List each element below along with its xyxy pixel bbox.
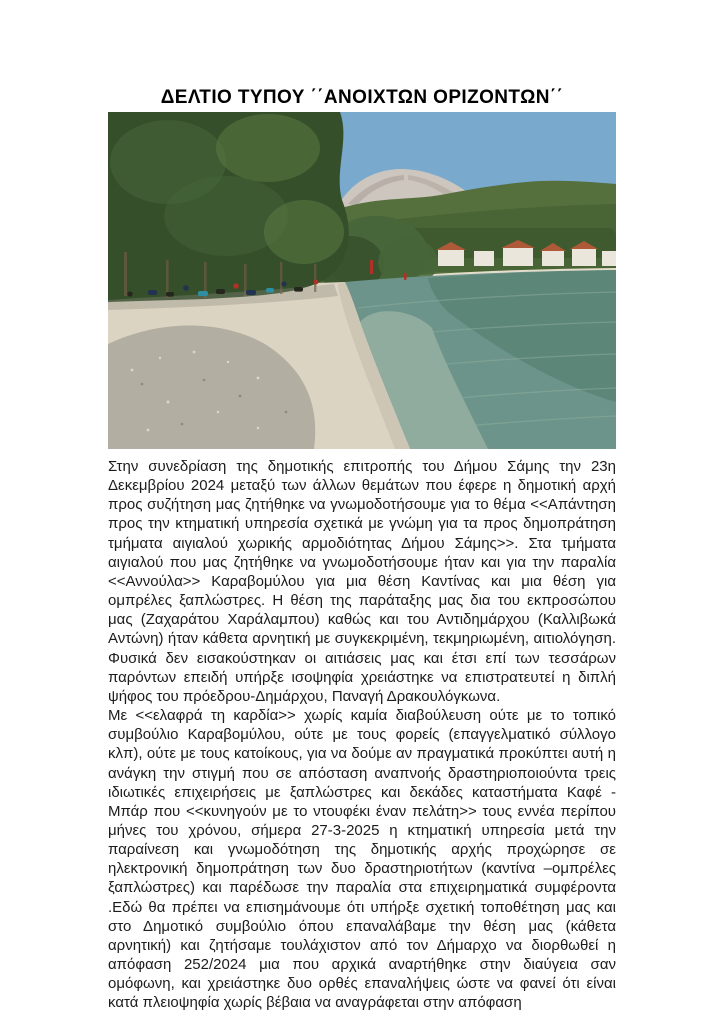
figure xyxy=(314,280,319,285)
figure xyxy=(281,281,286,286)
trunk xyxy=(124,252,127,296)
house xyxy=(572,248,596,266)
beach-gear xyxy=(216,289,225,294)
house xyxy=(503,247,533,266)
pebble xyxy=(141,383,144,386)
beach-gear xyxy=(266,288,274,293)
beach-photo-illustration xyxy=(108,112,616,449)
pebble xyxy=(239,395,242,398)
pebble xyxy=(147,429,150,432)
pebble xyxy=(285,411,288,414)
press-release-body xyxy=(108,457,616,1013)
beach-photo xyxy=(108,112,616,449)
canopy-highlight xyxy=(216,114,320,182)
beach-gear xyxy=(198,291,208,296)
pebble xyxy=(181,423,184,426)
figure xyxy=(233,283,239,289)
house xyxy=(542,250,564,266)
pebble xyxy=(217,411,220,414)
house xyxy=(474,251,494,266)
beach-gear xyxy=(294,287,303,292)
pebble xyxy=(257,427,260,430)
canopy-highlight xyxy=(264,200,344,264)
pebble xyxy=(257,377,260,380)
pebble xyxy=(227,361,229,363)
flag-post xyxy=(370,260,373,274)
pebble xyxy=(159,357,161,359)
house xyxy=(438,249,464,266)
figure xyxy=(127,291,132,296)
pebble xyxy=(203,379,206,382)
beach-gear xyxy=(148,290,157,295)
figure xyxy=(183,285,189,291)
paragraph-1: Στην συνεδρίαση της δημοτικής επιτροπής του Δήμου Σάμης την 23η Δεκεμβρίου 2024 μεταξύ των άλλων θεμάτων που έφερε η δημοτική αρχή προς συζήτηση μας ζητήθηκε να γνωμοδοτήσουμε για το θέμα <<Απάντηση προς την κτηματική υπηρεσία σχετικά με γνώμη για τα προς δημοπράτηση τμήματα αιγιαλού χωρικής αρμοδιότητας Δήμου Σάμης>>. Στα τμήματα αιγιαλού που μας ζητήθηκε να γνωμοδοτήσουμε ήταν και για την παραλία <<Αννούλα>> Καραβομύλου για μια θέση Καντίνας και μια θέση για ομπρέλες ξαπλώστρες. Η θέση της παράταξης μας δια του εκπροσώπου μας (Ζαχαράτου Χαράλαμπου) καθώς και του Αντιδημάρχου (Καλλιβωκά Αντώνη) ήταν κάθετα αρνητική με συγκεκριμένη, τεκμηριωμένη, αιτιολόγηση. Φυσικά δεν εισακούστηκαν οι αιτιάσεις μας και έτσι επί των τεσσάρων παρόντων επειδή υπήρξε ισοψηφία χρειάστηκε να επιστρατευτεί η διπλή ψήφος του πρόεδρου-Δημάρχου, Παναγή Δρακουλόγκωνα. xyxy=(108,458,616,705)
pebble xyxy=(193,351,196,354)
pebble xyxy=(167,401,170,404)
paragraph-2: Με <<ελαφρά τη καρδία>> χωρίς καμία διαβούλευση ούτε με το τοπικό συμβούλιο Καραβομύλου, ούτε με τους φορείς (επαγγελματικό σύλλογο κλπ), ούτε με τους κατοίκους, για να δούμε αν πραγματικά προκύπτει αυτή η ανάγκη την στιγμή που σε απόσταση αναπνοής δραστηριοποιούντα τρεις ιδιωτικές επιχειρήσεις με ξαπλώστρες και δεκάδες καταστήματα Καφέ - Μπάρ που <<κυνηγούν με το ντουφέκι έναν πελάτη>> τους εννέα περίπου μήνες του χρόνου, σήμερα 27-3-2025 η κτηματική υπηρεσία μετά την παραίνεση και γνωμοδότηση της δημοτικής αρχής προχώρησε σε ηλεκτρονική δημοπράτηση των δυο δραστηριοτήτων (καντίνα –ομπρέλες ξαπλώστρες) και παρέδωσε την παραλία στα επιχειρηματικά συμφέροντα .Εδώ θα πρέπει να επισημάνουμε ότι υπήρξε σχετική τοποθέτηση μας και στο Δημοτικό συμβούλιο όπου επαναλάβαμε την θέση μας (κάθετα αρνητική) και ζητήσαμε τουλάχιστον από τον Δήμαρχο να διορθωθεί η απόφαση 252/2024 μια που αρχικά αναρτήθηκε στην διαύγεια σαν ομόφωνη, και χρειάστηκε δυο ορθές επαναλήψεις ώστε να φανεί ότι είναι κατά πλειοψηφία χωρίς βέβαια να αναγράφεται στην απόφαση xyxy=(108,707,616,1012)
pebble xyxy=(131,369,134,372)
beach-gear xyxy=(246,290,256,295)
page-title: ΔΕΛΤΙΟ ΤΥΠΟΥ ΄΄ΑΝΟΙΧΤΩΝ ΟΡΙΖΟΝΤΩΝ΄΄ xyxy=(160,87,564,108)
person-at-waterline xyxy=(404,273,407,280)
beach-gear xyxy=(166,292,174,297)
house xyxy=(602,251,616,266)
